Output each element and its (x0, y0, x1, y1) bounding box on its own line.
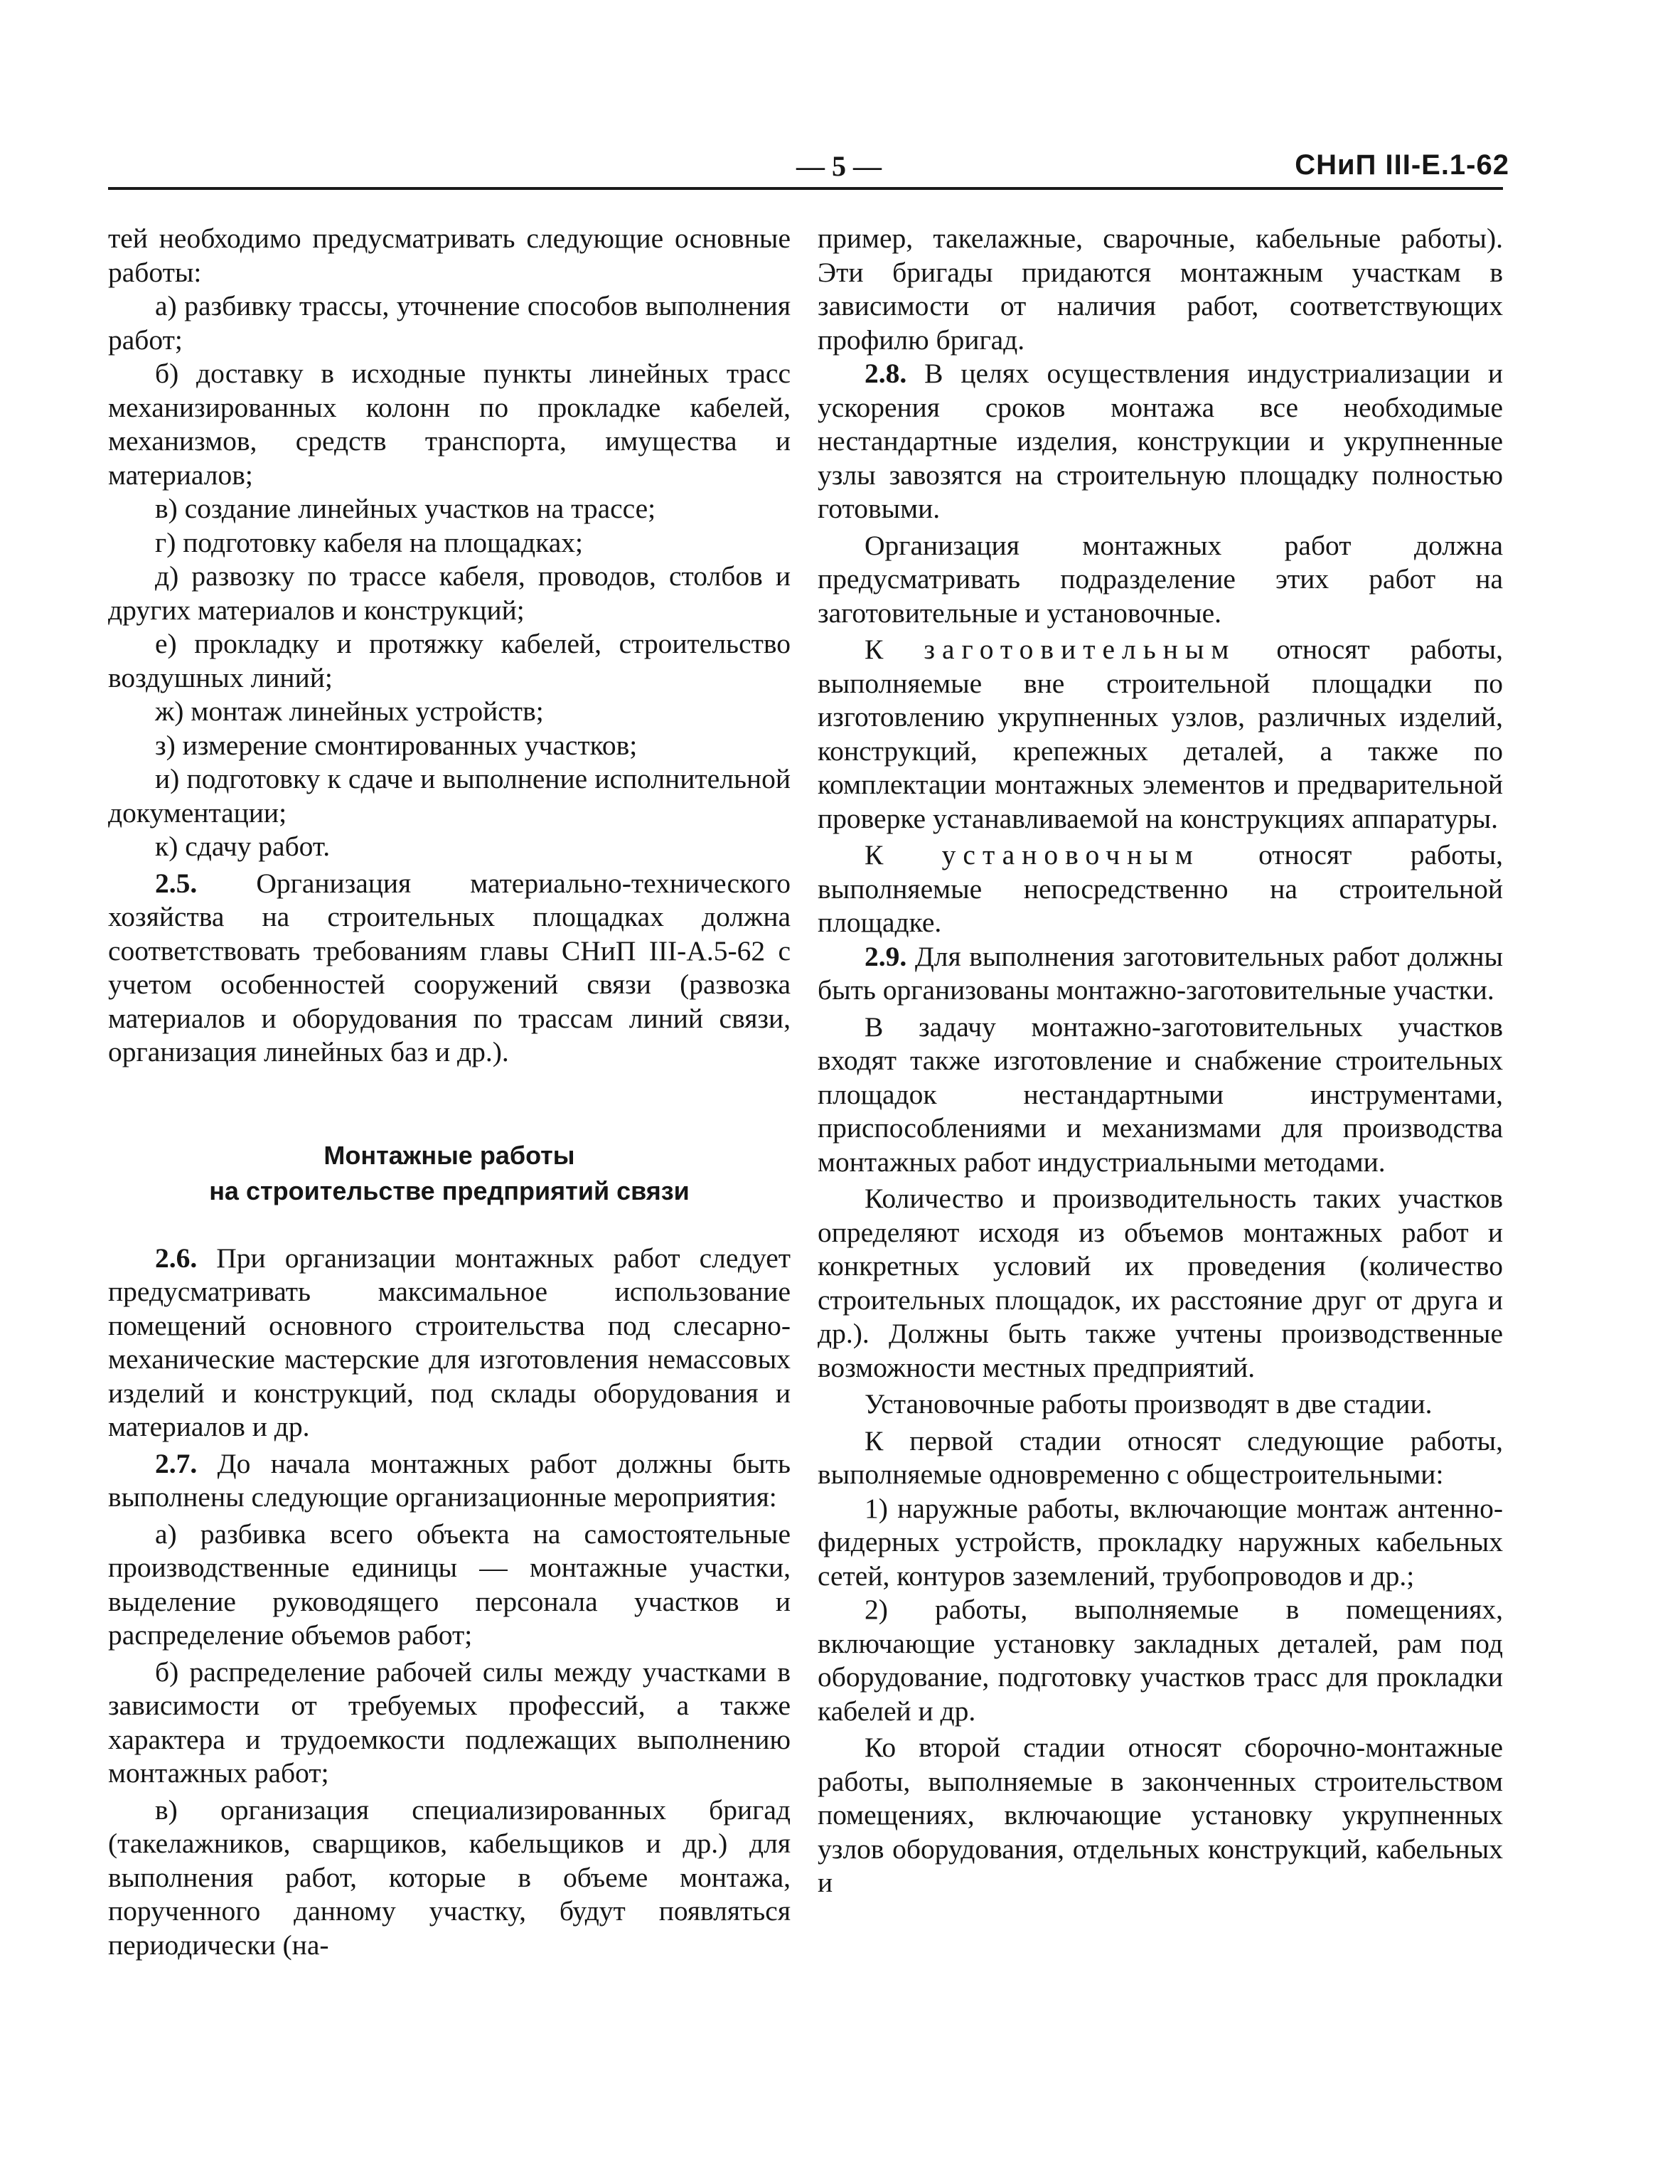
list-item-k: к) сдачу работ. (155, 831, 331, 862)
paragraph-continuation: пример, такелажные, сварочные, кабельные работы). Эти бригады придаются монтажным участкам в зависимости от наличия работ, соответствующих профилю бригад. (818, 223, 1503, 356)
list-item-2-7-v: в) организация специализированных бригад (такелажников, сварщиков, кабельщиков и др.) для выполнения работ, которые в объеме монтажа, порученного данному участку, будут появляться периодически (на- (108, 1794, 791, 1961)
list-item-1: 1) наружные работы, включающие монтаж антенно-фидерных устройств, прокладку наружных кабельных сетей, контуров заземлений, трубопроводов и др.; (818, 1492, 1503, 1592)
clause-number: 2.9. (865, 940, 907, 972)
list-item-d: д) развозку по трассе кабеля, проводов, столбов и других материалов и конструкций; (108, 560, 791, 626)
left-column (108, 222, 791, 1962)
letter-k: К (865, 839, 942, 870)
paragraph-2-8 (818, 357, 1503, 526)
clause-text: При организации монтажных работ следует предусматривать максимальное использование помещений основного строительства под слесарно-механические мастерские для изготовления немассовых изделий и конструкций, под склады оборудования и материалов и др. (108, 1242, 791, 1442)
paragraph-2-5 (108, 867, 791, 1070)
paragraph-continuation: тей необходимо предусматривать следующие основные работы: (108, 223, 791, 288)
list-item-v: в) создание линейных участков на трассе; (155, 493, 656, 524)
paragraph-2-7 (108, 1447, 791, 1515)
list-item-b: б) доставку в исходные пункты линейных трасс механизированных колонн по прокладке кабелей, механизмов, средств транспорта, имущества и материалов; (108, 358, 791, 491)
clause-text: Организация материально-технического хозяйства на строительных площадках должна соответствовать требованиям главы СНиП III-А.5-62 с учетом особенностей сооружений связи (развозка материалов и оборудования по трассам линий связи, организация линейных баз и др.). (108, 867, 791, 1067)
header-rule (108, 187, 1503, 190)
list-item-z: з) измерение смонтированных участков; (155, 729, 638, 761)
clause-text: Для выполнения заготовительных работ должны быть организованы монтажно-заготовительные участки. (818, 940, 1503, 1006)
list-item-i: и) подготовку к сдаче и выполнение исполнительной документации; (108, 763, 791, 829)
paragraph-task: В задачу монтажно-заготовительных участков входят также изготовление и снабжение строительных площадок нестандартными инструментами, приспособлениями и механизмами для производства монтажных работ индустриальными методами. (818, 1011, 1503, 1178)
term-installation: установочным (941, 839, 1200, 870)
list-item-e: е) прокладку и протяжку кабелей, строительство воздушных линий; (108, 628, 791, 693)
paragraph-second-stage: Ко второй стадии относят сборочно-монтажные работы, выполняемые в законченных строительством помещениях, включающие установку укрупненных узлов оборудования, отдельных конструкций, кабельных и (818, 1732, 1503, 1898)
clause-number: 2.6. (155, 1242, 198, 1274)
list-item-a: а) разбивку трассы, уточнение способов выполнения работ; (108, 290, 791, 356)
list-item-2: 2) работы, выполняемые в помещениях, включающие установку закладных деталей, рам под оборудование, подготовку участков трасс для прокладки кабелей и др. (818, 1594, 1503, 1727)
letter-k: К (865, 634, 924, 665)
list-item-zh: ж) монтаж линейных устройств; (155, 696, 544, 727)
clause-number: 2.7. (155, 1447, 198, 1479)
paragraph-2-9 (818, 940, 1503, 1008)
paragraph-organization: Организация монтажных работ должна предусматривать подразделение этих работ на заготовительные и установочные. (818, 529, 1503, 629)
paragraph-first-stage: К первой стадии относят следующие работы, выполняемые одновременно с общестроительными: (818, 1424, 1503, 1490)
document-code: СНиП III-Е.1-62 (1295, 149, 1509, 181)
list-item-2-7-a: а) разбивка всего объекта на самостоятельные производственные единицы — монтажные участки, выделение руководящего персонала участков и распределение объемов работ; (108, 1518, 791, 1651)
paragraph-text: относят работы, выполняемые непосредственно на строительной площадке. (818, 839, 1503, 938)
paragraph-text: относят работы, выполняемые вне строительной площадки по изготовлению укрупненных узлов, различных изделий, конструкций, крепежных деталей, а также по комплектации монтажных элементов и предварительной проверке устанавливаемой на конструкциях аппаратуры. (818, 634, 1503, 834)
clause-text: В целях осуществления индустриализации и ускорения сроков монтажа все необходимые нестандартные изделия, конструкции и укрупненные узлы завозятся на строительную площадку полностью готовыми. (818, 358, 1503, 524)
paragraph-quantity: Количество и производительность таких участков определяют исходя из объемов монтажных работ и конкретных условий их проведения (количество строительных площадок, их расстояние друг от друга и др.). Должны быть также учтены производственные возможности местных предприятий. (818, 1183, 1503, 1383)
term-preparatory: заготовительным (924, 634, 1236, 665)
section-heading-line-1: Монтажные работы (323, 1140, 575, 1170)
section-heading-line-2: на строительстве предприятий связи (209, 1176, 690, 1205)
page-number: — 5 — (796, 150, 882, 182)
list-item-g: г) подготовку кабеля на площадках; (155, 526, 583, 558)
paragraph-2-6 (108, 1242, 791, 1444)
paragraph-installation (818, 838, 1503, 940)
clause-text: До начала монтажных работ должны быть выполнены следующие организационные мероприятия: (108, 1447, 791, 1513)
paragraph-preparatory (818, 633, 1503, 836)
paragraph-stages: Установочные работы производят в две стадии. (865, 1388, 1433, 1419)
list-item-2-7-b: б) распределение рабочей силы между участками в зависимости от требуемых профессий, а также характера и трудоемкости подлежащих выполнению монтажных работ; (108, 1656, 791, 1789)
clause-number: 2.5. (155, 867, 198, 899)
clause-number: 2.8. (865, 358, 907, 389)
right-column (818, 222, 1503, 1900)
